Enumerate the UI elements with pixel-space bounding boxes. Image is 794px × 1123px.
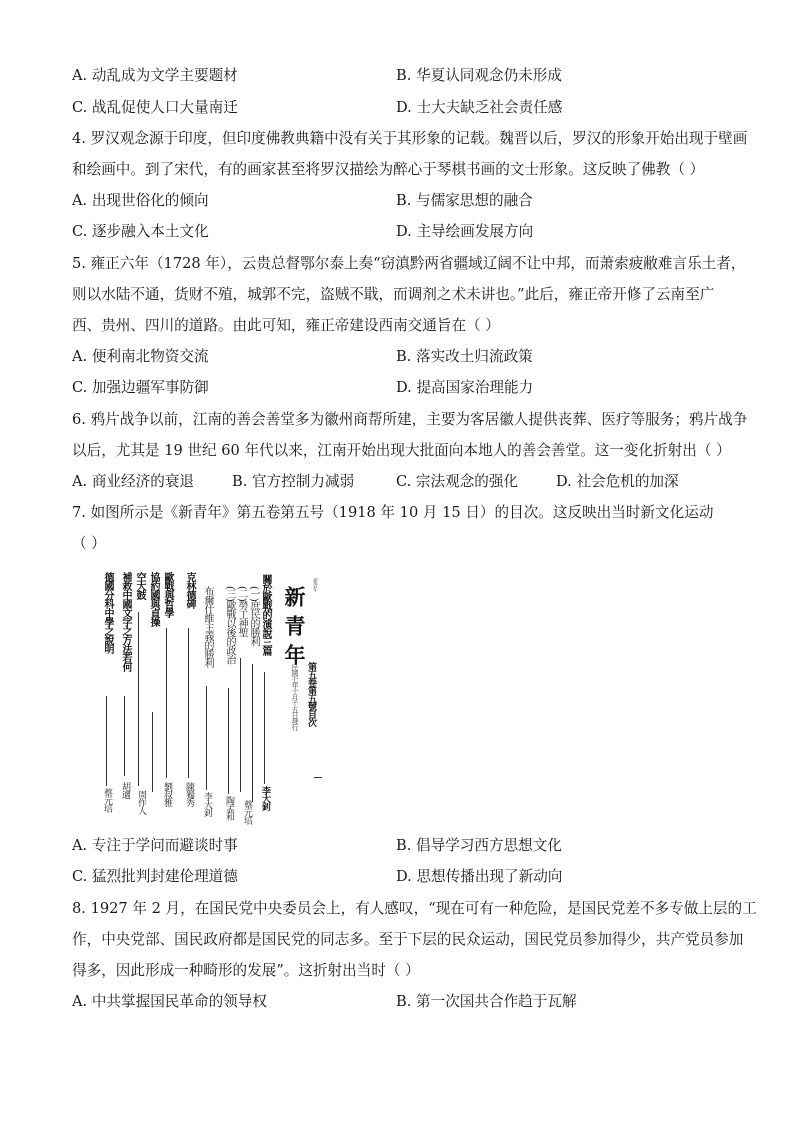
q7-option-c: C. 猛烈批判封建伦理道德 bbox=[72, 868, 238, 885]
figure-author-5: 陳獨秀 bbox=[184, 782, 194, 806]
figure-leader bbox=[106, 696, 107, 786]
figure-author-2: 蔡元培 bbox=[242, 800, 252, 824]
figure-col-8: 協約國與貞操 bbox=[148, 572, 159, 626]
figure-col-4: (三)歐戰以後的政治 bbox=[224, 586, 235, 664]
figure-col-1: 關於歐戰的演說三篇 bbox=[260, 574, 271, 655]
figure-col-6: 克林德碑 bbox=[184, 572, 195, 608]
q4-option-d: D. 主导绘画发展方向 bbox=[396, 223, 534, 240]
figure-col-5: 布爾什維主義的勝利 bbox=[202, 586, 213, 667]
q5-option-c: C. 加强边疆军事防御 bbox=[72, 379, 209, 396]
q8-stem-line2: 作，中央党部、国民政府都是国民党的同志多。至于下层的民众运动，国民党员参加得少，共产党员参加 bbox=[72, 931, 744, 948]
figure-author-7: 周作人 bbox=[136, 790, 146, 814]
figure-leader bbox=[264, 672, 265, 784]
figure-title: 新青年 bbox=[282, 586, 307, 673]
figure-author-9: 蔡元培 bbox=[102, 788, 112, 812]
figure-author-3: 陶孟和 bbox=[224, 796, 234, 820]
q7-option-d: D. 思想传播出现了新动向 bbox=[396, 868, 563, 885]
figure-col-2: (一)庶民的勝利 bbox=[248, 586, 259, 646]
figure-author-8: 胡適 bbox=[120, 782, 130, 798]
q5-option-a: A. 便利南北物资交流 bbox=[72, 348, 209, 365]
q7-option-b: B. 倡导学习西方思想文化 bbox=[396, 837, 562, 854]
q3-option-c: C. 战乱促使人口大量南迁 bbox=[72, 99, 238, 116]
q3-option-d: D. 士大夫缺乏社会责任感 bbox=[396, 99, 563, 116]
figure-author-4: 李大釗 bbox=[202, 792, 212, 816]
q4-stem-line2: 和绘画中。到了宋代，有的画家甚至将罗汉描绘为醉心于琴棋书画的文士形象。这反映了佛教（ ） bbox=[72, 161, 705, 178]
q4-stem-line1: 4. 罗汉观念源于印度，但印度佛教典籍中没有关于其形象的记载。魏晋以后，罗汉的形象开始出现于壁画 bbox=[72, 130, 748, 147]
q5-stem-line2: 则以水陆不通，货财不殖，城郭不完，盗贼不戢，而调剂之术未讲也。”此后，雍正帝开修了云南至广 bbox=[72, 286, 715, 303]
figure-author-6: 劉叔雅 bbox=[162, 782, 172, 806]
q4-option-c: C. 逐步融入本土文化 bbox=[72, 223, 209, 240]
q6-stem-line1: 6. 鸦片战争以前，江南的善会善堂多为徽州商帮所建，主要为客居徽人提供丧葬、医疗等服务；鸦片战争 bbox=[72, 411, 748, 428]
figure-col-3: (二)勞工神聖 bbox=[236, 586, 247, 637]
figure-leader bbox=[152, 712, 153, 792]
figure-date-line: 民國七年十月十五日發行 bbox=[291, 664, 299, 730]
q6-option-c: C. 宗法观念的强化 bbox=[396, 473, 519, 490]
figure-leader bbox=[252, 664, 253, 802]
q5-stem-line1: 5. 雍正六年（1728 年），云贵总督鄂尔泰上奏“窃滇黔两省疆域辽阔不让中邦，而萧索疲敝难言乐土者， bbox=[72, 255, 746, 272]
q6-option-b: B. 官方控制力减弱 bbox=[232, 473, 355, 490]
figure-col-11: 德國分科中學之說明 bbox=[102, 572, 113, 653]
q7-stem-line2: （ ） bbox=[72, 535, 106, 552]
q4-option-a: A. 出现世俗化的倾向 bbox=[72, 192, 209, 209]
q5-option-b: B. 落实改土归流政策 bbox=[396, 348, 533, 365]
figure-dash bbox=[314, 777, 322, 778]
figure-small-top: 新 青 年 bbox=[312, 578, 318, 592]
figure-leader bbox=[228, 688, 229, 794]
q3-option-a: A. 动乱成为文学主要题材 bbox=[72, 67, 238, 84]
q8-option-b: B. 第一次国共合作趋于瓦解 bbox=[396, 993, 577, 1010]
figure-author-1: 李大釗 bbox=[260, 786, 270, 810]
figure-leader bbox=[166, 628, 167, 778]
figure-leader bbox=[188, 628, 189, 778]
q3-option-b: B. 华夏认同观念仍未形成 bbox=[396, 67, 562, 84]
q8-stem-line3: 得多，因此形成一种畸形的发展”。这折射出当时（ ） bbox=[72, 962, 420, 979]
figure-col-9: 空大鼓 bbox=[134, 572, 145, 599]
figure-leader bbox=[124, 696, 125, 776]
q5-stem-line3: 西、贵州、四川的道路。由此可知，雍正帝建设西南交通旨在（ ） bbox=[72, 317, 500, 334]
figure-leader bbox=[206, 686, 207, 790]
q7-option-a: A. 专注于学问而避谈时事 bbox=[72, 837, 238, 854]
q6-stem-line2: 以后，尤其是 19 世纪 60 年代以来，江南开始出现大批面向本地人的善会善堂。这一变化折射出（ ） bbox=[72, 442, 731, 459]
figure-subtitle: 第五卷第五號目次 bbox=[306, 662, 316, 726]
q8-option-a: A. 中共掌握国民革命的领导权 bbox=[72, 993, 267, 1010]
q6-option-d: D. 社会危机的加深 bbox=[556, 473, 679, 490]
q5-option-d: D. 提高国家治理能力 bbox=[396, 379, 534, 396]
q6-option-a: A. 商业经济的衰退 bbox=[72, 473, 194, 490]
figure-col-7: 歐戰與哲學 bbox=[162, 572, 173, 617]
figure-leader bbox=[240, 658, 241, 792]
q7-stem-line1: 7. 如图所示是《新青年》第五卷第五号（1918 年 10 月 15 日）的目次。这反映出当时新文化运动 bbox=[72, 504, 714, 521]
q4-option-b: B. 与儒家思想的融合 bbox=[396, 192, 533, 209]
figure-leader bbox=[138, 612, 139, 786]
q8-stem-line1: 8. 1927 年 2 月，在国民党中央委员会上，有人感叹，“现在可有一种危险，是国民党差不多专做上层的工 bbox=[72, 900, 757, 917]
figure-col-10: 補救中國文字之方法若何 bbox=[120, 572, 131, 671]
xinqingnian-contents-image bbox=[84, 572, 334, 822]
